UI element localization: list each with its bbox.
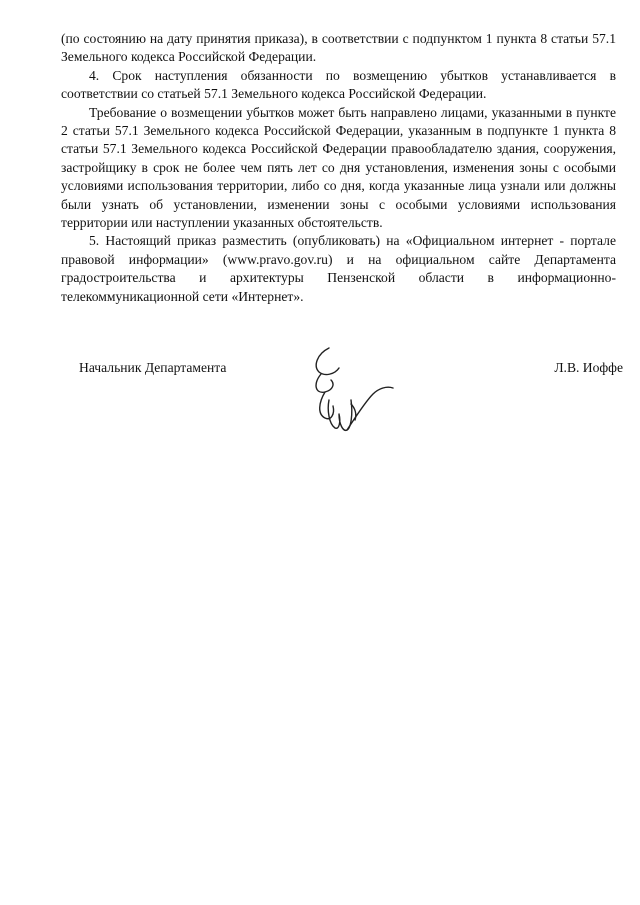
paragraph-claim-requirement: Требование о возмещении убытков может быть направлено лицами, указанными в пункте 2 статьи 57.1 Земельного кодекса Российской Федерации, указанным в подпункте 1 пункта 8 статьи 57.1 Земельного кодекса Российской Федерации правообладателю здания, сооружения, застройщику в срок не более чем пять лет со дня установления, изменения зоны с особыми условиями использования территории, либо со дня, когда указанные лица узнали или должны были узнать об установлении, изменении зоны с особыми условиями использования территории или наступлении указанных обстоятельств. <box>61 104 616 231</box>
handwritten-signature <box>295 344 405 454</box>
paragraph-continuation: (по состоянию на дату принятия приказа), в соответствии с подпунктом 1 пункта 8 статьи 57.1 Земельного кодекса Российской Федерации. <box>61 31 616 65</box>
signature-block <box>0 356 640 466</box>
paragraph-item-4: 4. Срок наступления обязанности по возмещению убытков устанавливается в соответствии со статьей 57.1 Земельного кодекса Российской Федерации. <box>61 67 616 102</box>
signatory-position: Начальник Департамента <box>79 360 227 375</box>
signatory-name: Л.В. Иоффе <box>554 360 623 375</box>
paragraph-item-5: 5. Настоящий приказ разместить (опубликовать) на «Официальном интернет - портале правовой информации» (www.pravo.gov.ru) и на официальном сайте Департамента градостроительства и архитектуры Пензенской области в информационно-телекоммуникационной сети «Интернет». <box>61 233 616 304</box>
document-body <box>61 30 616 306</box>
